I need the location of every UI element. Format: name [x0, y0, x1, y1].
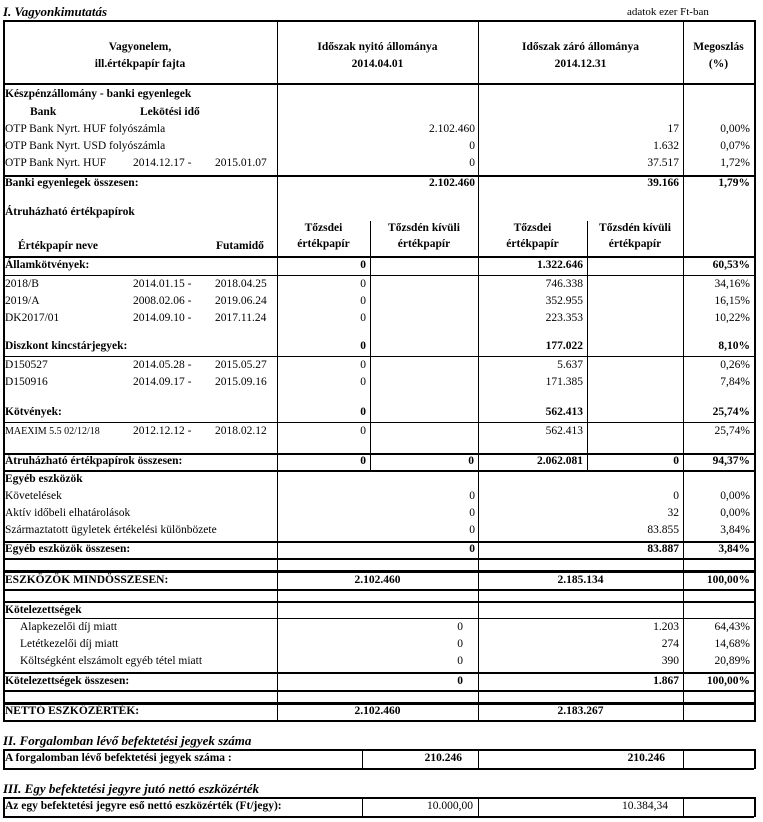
liab-rule-top [3, 601, 754, 603]
sec-h-listed-close-1: Tőzsdei [513, 222, 552, 234]
sec-row-name: D150916 [5, 376, 48, 388]
securities-title: Átruházható értékpapírok [5, 206, 135, 218]
sec-row-open: 0 [360, 359, 366, 371]
other-row-name: Aktív időbeli elhatárolások [5, 507, 131, 519]
sec-h-listed-2: értékpapír [297, 238, 350, 250]
sec-row-from: 2014.05.28 - [133, 359, 192, 371]
header-opening-line2: 2014.04.01 [351, 58, 404, 70]
sec-group-rule [3, 356, 754, 357]
other-total-close: 83.887 [647, 543, 679, 555]
cash-row-close: 37.517 [647, 157, 679, 169]
sec-group-close: 177.022 [545, 340, 583, 352]
sec-total-open-otc: 0 [468, 455, 474, 467]
other-total-open: 0 [469, 543, 475, 555]
header-asset-line1: Vagyonelem, [108, 41, 172, 53]
liab-row-pct: 20,89% [714, 655, 750, 667]
other-row-pct: 3,84% [720, 524, 750, 536]
liab-row-pct: 14,68% [714, 638, 750, 650]
cash-row-name: OTP Bank Nyrt. HUF [5, 157, 107, 169]
sec-group-pct: 8,10% [718, 340, 750, 352]
cash-row-name: OTP Bank Nyrt. USD folyószámla [5, 140, 166, 152]
assets-total-rule-top [3, 570, 754, 573]
other-row-close: 0 [673, 490, 679, 502]
cash-row-open: 2.102.460 [429, 123, 475, 135]
sec-group-open: 0 [360, 340, 366, 352]
header-opening-line1: Időszak nyitó állománya [317, 41, 438, 53]
cash-total-open: 2.102.460 [429, 177, 475, 189]
liab-row-name: Letétkezelői díj miatt [20, 638, 119, 650]
sec3-rule-top [3, 797, 754, 799]
cash-row-pct: 1,72% [720, 157, 750, 169]
sec-row-from: 2012.12.12 - [133, 425, 192, 437]
header-asset-line2: ill.értékpapír fajta [94, 58, 186, 70]
sec-h-listed-close-2: értékpapír [506, 238, 559, 250]
cash-total-pct: 1,79% [718, 177, 750, 189]
liab-row-open: 0 [457, 655, 463, 667]
header-share-line2: (%) [708, 58, 729, 70]
sec-row-from: 2014.09.10 - [133, 312, 192, 324]
sec-group-pct: 60,53% [712, 259, 750, 271]
table-left-border [3, 20, 5, 722]
sec-row-pct: 0,26% [720, 359, 750, 371]
sec-row-close: 223.353 [545, 312, 583, 324]
net-close: 2.183.267 [557, 705, 604, 717]
column-rule [478, 20, 479, 722]
sec-h-otc-1: Tőzsdén kívüli [388, 222, 460, 234]
header-closing-line1: Időszak záró állománya [522, 41, 639, 53]
sec-row-pct: 7,84% [720, 376, 750, 388]
other-row-pct: 0,00% [720, 490, 750, 502]
sec-row-from: 2014.01.15 - [133, 278, 192, 290]
cash-row-close: 1.632 [653, 140, 679, 152]
other-row-name: Származtatott ügyletek értékelési különbözete [5, 524, 217, 536]
sec-row-close: 746.338 [545, 278, 583, 290]
cash-total-label: Banki egyenlegek összesen: [5, 177, 139, 189]
sec-row-to: 2018.02.12 [215, 425, 267, 437]
sec-h-name: Értékpapír neve [18, 240, 98, 252]
sec-total-label: Átruházható értékpapírok összesen: [5, 455, 183, 467]
sec-h-listed-1: Tőzsdei [304, 222, 343, 234]
sec-mid-rule-close [587, 221, 588, 471]
sec3-label: Az egy befektetési jegyre eső nettó eszközérték (Ft/jegy): [5, 800, 282, 812]
other-row-open: 0 [469, 524, 475, 536]
sec2-col3 [683, 749, 684, 769]
sec-row-pct: 25,74% [714, 425, 750, 437]
cash-title: Készpénzállomány - banki egyenlegek [5, 88, 192, 100]
other-row-name: Követelések [5, 490, 62, 502]
sec2-col2 [478, 749, 479, 769]
section-title: I. Vagyonkimutatás [3, 4, 108, 19]
sec-group-rule [3, 422, 754, 423]
sec-row-open: 0 [360, 295, 366, 307]
assets-total-pct: 100,00% [706, 574, 750, 586]
sec-row-close: 171.385 [545, 376, 583, 388]
liab-row-open: 0 [457, 621, 463, 633]
cash-row-open: 0 [469, 140, 475, 152]
other-row-open: 0 [469, 507, 475, 519]
liab-title: Kötelezettségek [5, 604, 82, 616]
sec-total-close-otc: 0 [673, 455, 679, 467]
sec-header-rule [3, 256, 754, 258]
liab-total-rule-bottom [3, 690, 754, 692]
sec-row-to: 2019.06.24 [215, 295, 267, 307]
header-bottom-border [3, 83, 754, 85]
header-share-line1: Megoszlás [693, 41, 744, 53]
sec-group-close: 562.413 [545, 406, 583, 418]
sec-h-otc-close-2: értékpapír [608, 238, 662, 250]
sec-h-otc-close-1: Tőzsdén kívüli [599, 222, 671, 234]
other-total-pct: 3,84% [718, 543, 750, 555]
sec-row-name: 2018/B [5, 278, 39, 290]
sec-row-name: 2019/A [5, 295, 40, 307]
sec-row-from: 2014.09.17 - [133, 376, 192, 388]
sec-row-to: 2015.09.16 [215, 376, 267, 388]
column-rule [277, 20, 278, 722]
cash-row-name: OTP Bank Nyrt. HUF folyószámla [5, 123, 166, 135]
other-row-close: 83.855 [647, 524, 679, 536]
sec2-right [754, 749, 756, 769]
sec-group-label: Államkötvények: [5, 259, 90, 271]
assets-total-label: ESZKÖZÖK MINDÖSSZESEN: [5, 574, 169, 586]
sec-h-term: Futamidő [216, 240, 264, 252]
sec-row-pct: 10,22% [714, 312, 750, 324]
sec-total-open-listed: 0 [360, 455, 366, 467]
sec3-rule-bottom [3, 816, 754, 818]
sec3-col [362, 797, 363, 817]
liab-total-label: Kötelezettségek összesen: [5, 675, 130, 687]
sec-group-label: Kötvények: [5, 406, 62, 418]
cash-row-close: 17 [667, 123, 679, 135]
net-open: 2.102.460 [354, 705, 401, 717]
net-rule-bottom [3, 720, 754, 722]
sec-row-to: 2015.05.27 [215, 359, 267, 371]
sec-row-close: 352.955 [545, 295, 583, 307]
sec-row-open: 0 [360, 425, 366, 437]
sec-group-close: 1.322.646 [537, 259, 583, 271]
other-total-label: Egyéb eszközök összesen: [5, 543, 131, 555]
sec-h-otc-2: értékpapír [397, 238, 451, 250]
liab-total-open: 0 [457, 675, 463, 687]
sec3-right [754, 797, 756, 817]
liab-title-rule [3, 618, 754, 619]
sec-group-pct: 25,74% [712, 406, 750, 418]
other-row-close: 32 [667, 507, 679, 519]
sec-group-label: Diszkont kincstárjegyek: [5, 340, 128, 352]
sec-row-open: 0 [360, 312, 366, 324]
column-rule [683, 20, 684, 722]
sec2-col [362, 749, 363, 769]
header-closing-line2: 2014.12.31 [554, 58, 607, 70]
liab-total-rule [3, 672, 754, 674]
assets-total-open: 2.102.460 [354, 574, 401, 586]
sec2-close: 210.246 [627, 752, 665, 764]
liab-row-close: 1.203 [653, 621, 679, 633]
cash-row-to: 2015.01.07 [215, 157, 267, 169]
sec-mid-rule [370, 221, 371, 471]
sec-row-open: 0 [360, 278, 366, 290]
table-right-border [754, 20, 756, 722]
section2-title: II. Forgalomban lévő befektetési jegyek száma [3, 733, 252, 748]
liab-row-name: Költségként elszámolt egyéb tétel miatt [20, 655, 203, 667]
sec-row-name: MAEXIM 5.5 02/12/18 [5, 426, 100, 437]
sec-row-to: 2017.11.24 [215, 312, 267, 324]
assets-total-rule-bottom [3, 589, 754, 591]
sec2-open: 210.246 [424, 752, 462, 764]
other-row-pct: 0,00% [720, 507, 750, 519]
sec-row-from: 2008.02.06 - [133, 295, 192, 307]
cash-row-open: 0 [469, 157, 475, 169]
liab-row-close: 390 [661, 655, 679, 667]
unit-note: adatok ezer Ft-ban [627, 6, 709, 18]
sec-row-name: D150527 [5, 359, 48, 371]
sec-group-open: 0 [360, 406, 366, 418]
sec2-label: A forgalomban lévő befektetési jegyek száma : [5, 752, 232, 764]
liab-row-close: 274 [661, 638, 679, 650]
liab-row-pct: 64,43% [714, 621, 750, 633]
other-total-rule-bottom [3, 558, 754, 560]
sec-row-pct: 16,15% [714, 295, 750, 307]
table-top-border [3, 20, 754, 22]
liab-total-pct: 100,00% [706, 675, 750, 687]
sec2-rule-bottom [3, 768, 754, 770]
cash-sub-bank: Bank [30, 106, 57, 118]
sec-row-close: 5.637 [557, 359, 583, 371]
liab-row-name: Alapkezelői díj miatt [20, 621, 118, 633]
cash-sub-term: Lekötési idő [140, 106, 200, 118]
sec3-close: 10.384,34 [622, 800, 668, 812]
sec-total-close-listed: 2.062.081 [537, 455, 583, 467]
cash-row-from: 2014.12.17 - [133, 157, 192, 169]
sec-row-pct: 34,16% [714, 278, 750, 290]
sec-row-open: 0 [360, 376, 366, 388]
sec-row-to: 2018.04.25 [215, 278, 267, 290]
section3-title: III. Egy befektetési jegyre jutó nettó eszközérték [3, 781, 259, 796]
sec-total-rule-bottom [3, 470, 754, 472]
sec-row-name: DK2017/01 [5, 312, 60, 324]
net-label: NETTÓ ESZKÖZÉRTÉK: [5, 705, 140, 717]
sec3-open: 10.000,00 [427, 800, 473, 812]
cash-row-pct: 0,07% [720, 140, 750, 152]
sec-total-pct: 94,37% [712, 455, 750, 467]
sec2-rule-top [3, 749, 754, 751]
assets-total-close: 2.185.134 [557, 574, 604, 586]
liab-row-open: 0 [457, 638, 463, 650]
other-title: Egyéb eszközök [5, 473, 83, 485]
liab-total-close: 1.867 [653, 675, 679, 687]
cash-row-pct: 0,00% [720, 123, 750, 135]
sec-row-close: 562.413 [545, 425, 583, 437]
other-row-open: 0 [469, 490, 475, 502]
sec-group-open: 0 [360, 259, 366, 271]
cash-total-close: 39.166 [647, 177, 679, 189]
sec-group-rule [3, 275, 754, 276]
